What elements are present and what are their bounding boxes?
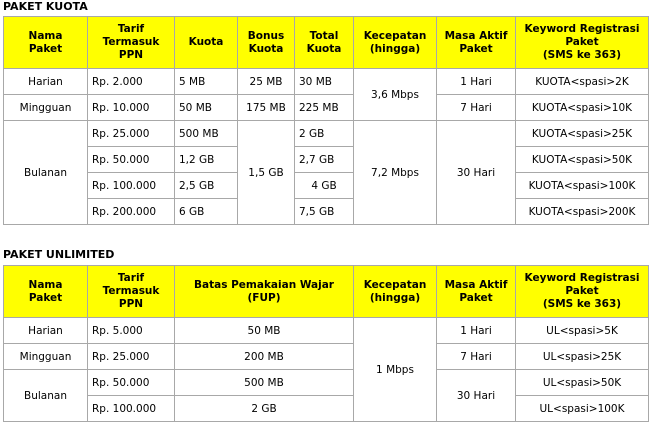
cell-tarif: Rp. 50.000	[88, 147, 175, 173]
cell-keyword: KUOTA<spasi>50K	[516, 147, 649, 173]
cell-keyword: UL<spasi>5K	[516, 318, 649, 344]
cell-kuota: 500 MB	[175, 121, 238, 147]
table-row	[4, 318, 649, 344]
paket-unlimited-table	[3, 265, 649, 422]
cell-total: 30 MB	[295, 69, 354, 95]
cell-tarif: Rp. 50.000	[88, 370, 175, 396]
header-tarif: Tarif Termasuk PPN	[88, 266, 175, 318]
cell-keyword: UL<spasi>100K	[516, 396, 649, 422]
cell-kuota: 1,2 GB	[175, 147, 238, 173]
cell-masa: 30 Hari	[437, 370, 516, 422]
cell-masa: 1 Hari	[437, 318, 516, 344]
table-row	[4, 199, 649, 225]
cell-tarif: Rp. 100.000	[88, 396, 175, 422]
cell-kecepatan: 3,6 Mbps	[354, 69, 437, 121]
cell-keyword: KUOTA<spasi>2K	[516, 69, 649, 95]
cell-bonus: 1,5 GB	[238, 121, 295, 225]
cell-bonus: 25 MB	[238, 69, 295, 95]
cell-nama: Mingguan	[4, 95, 88, 121]
cell-kuota: 2,5 GB	[175, 173, 238, 199]
cell-total: 225 MB	[295, 95, 354, 121]
table-row	[4, 173, 649, 199]
table-row	[4, 147, 649, 173]
header-nama-paket: Nama Paket	[4, 17, 88, 69]
cell-total: 2 GB	[295, 121, 354, 147]
header-kuota: Kuota	[175, 17, 238, 69]
cell-total: 4 GB	[295, 173, 354, 199]
cell-tarif: Rp. 25.000	[88, 344, 175, 370]
cell-keyword: KUOTA<spasi>25K	[516, 121, 649, 147]
paket-kuota-table	[3, 16, 649, 225]
paket-unlimited-title: PAKET UNLIMITED	[3, 248, 115, 261]
cell-nama: Harian	[4, 318, 88, 344]
cell-nama: Bulanan	[4, 370, 88, 422]
cell-masa: 30 Hari	[437, 121, 516, 225]
table-header-row	[4, 17, 649, 69]
cell-kecepatan: 1 Mbps	[354, 318, 437, 422]
header-keyword: Keyword Registrasi Paket (SMS ke 363)	[516, 17, 649, 69]
cell-tarif: Rp. 200.000	[88, 199, 175, 225]
cell-tarif: Rp. 25.000	[88, 121, 175, 147]
cell-kuota: 6 GB	[175, 199, 238, 225]
table-row	[4, 69, 649, 95]
cell-nama: Bulanan	[4, 121, 88, 225]
cell-nama: Harian	[4, 69, 88, 95]
cell-total: 7,5 GB	[295, 199, 354, 225]
table-header-row	[4, 266, 649, 318]
cell-masa: 1 Hari	[437, 69, 516, 95]
cell-tarif: Rp. 10.000	[88, 95, 175, 121]
cell-fup: 2 GB	[175, 396, 354, 422]
header-total-kuota: Total Kuota	[295, 17, 354, 69]
header-tarif: Tarif Termasuk PPN	[88, 17, 175, 69]
header-kecepatan: Kecepatan (hingga)	[354, 17, 437, 69]
table-row	[4, 95, 649, 121]
header-masa-aktif: Masa Aktif Paket	[437, 266, 516, 318]
paket-kuota-title: PAKET KUOTA	[3, 0, 88, 13]
header-kecepatan: Kecepatan (hingga)	[354, 266, 437, 318]
cell-keyword: KUOTA<spasi>100K	[516, 173, 649, 199]
cell-kuota: 50 MB	[175, 95, 238, 121]
table-row	[4, 396, 649, 422]
cell-masa: 7 Hari	[437, 344, 516, 370]
cell-keyword: KUOTA<spasi>10K	[516, 95, 649, 121]
header-masa-aktif: Masa Aktif Paket	[437, 17, 516, 69]
cell-total: 2,7 GB	[295, 147, 354, 173]
cell-fup: 500 MB	[175, 370, 354, 396]
table-row	[4, 344, 649, 370]
cell-keyword: UL<spasi>50K	[516, 370, 649, 396]
header-fup: Batas Pemakaian Wajar (FUP)	[175, 266, 354, 318]
cell-nama: Mingguan	[4, 344, 88, 370]
table-row	[4, 121, 649, 147]
header-keyword: Keyword Registrasi Paket (SMS ke 363)	[516, 266, 649, 318]
cell-fup: 200 MB	[175, 344, 354, 370]
cell-keyword: UL<spasi>25K	[516, 344, 649, 370]
table-row	[4, 370, 649, 396]
cell-tarif: Rp. 100.000	[88, 173, 175, 199]
cell-kecepatan: 7,2 Mbps	[354, 121, 437, 225]
cell-masa: 7 Hari	[437, 95, 516, 121]
header-nama-paket: Nama Paket	[4, 266, 88, 318]
cell-tarif: Rp. 2.000	[88, 69, 175, 95]
cell-keyword: KUOTA<spasi>200K	[516, 199, 649, 225]
cell-bonus: 175 MB	[238, 95, 295, 121]
cell-tarif: Rp. 5.000	[88, 318, 175, 344]
cell-kuota: 5 MB	[175, 69, 238, 95]
header-bonus-kuota: Bonus Kuota	[238, 17, 295, 69]
cell-fup: 50 MB	[175, 318, 354, 344]
